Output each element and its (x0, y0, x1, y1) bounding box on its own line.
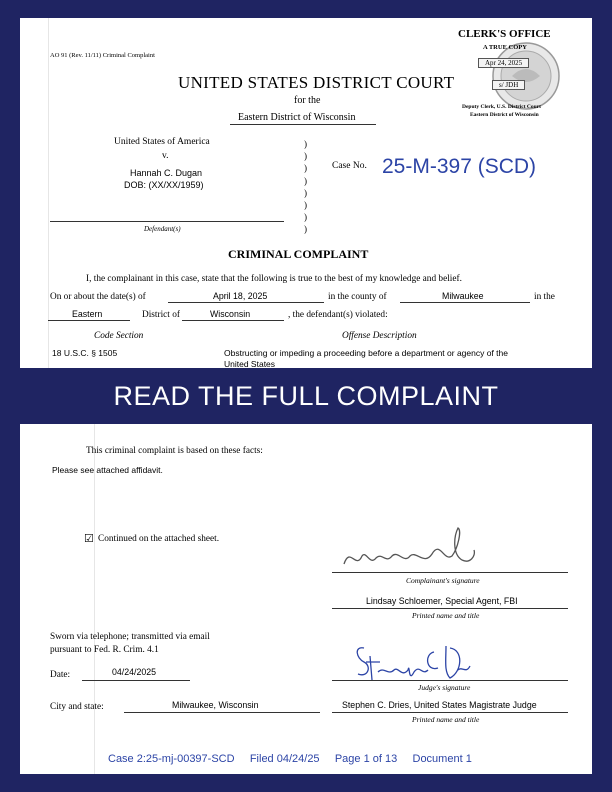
county-value: Milwaukee (442, 291, 484, 301)
on-about-label: On or about the date(s) of (50, 292, 146, 302)
complaint-heading: CRIMINAL COMPLAINT (228, 247, 369, 261)
offense-line-1: Obstructing or impeding a proceeding before a department or agency of the (224, 348, 508, 358)
margin-line (48, 18, 49, 368)
district-word: Eastern (72, 309, 103, 319)
court-title: UNITED STATES DISTRICT COURT (178, 73, 455, 92)
complainant-signature-label: Complainant's signature (406, 576, 480, 585)
complainant-name-line (332, 608, 568, 609)
complainant-signature-icon (336, 526, 486, 576)
seal-date: Apr 24, 2025 (478, 58, 529, 68)
printed-name-label-2: Printed name and title (412, 715, 480, 724)
margin-line (94, 424, 95, 774)
date-underline (168, 302, 324, 303)
printed-name-label: Printed name and title (412, 611, 480, 620)
true-copy-label: A TRUE COPY (483, 44, 527, 51)
caption-plaintiff: United States of America (114, 137, 210, 147)
continued-text: Continued on the attached sheet. (98, 534, 220, 544)
judge-name: Stephen C. Dries, United States Magistrate Judge (342, 700, 537, 710)
seal-deputy-line: Deputy Clerk, U.S. District Court (462, 104, 541, 110)
state-underline (182, 320, 284, 321)
case-no-label: Case No. (332, 161, 367, 171)
complaint-page-bottom (20, 424, 592, 774)
caption-underline (50, 221, 284, 222)
city-state-line (124, 712, 320, 713)
date-label: Date: (50, 670, 71, 680)
code-section-value: 18 U.S.C. § 1505 (52, 348, 118, 358)
district-underline (230, 124, 376, 125)
court-district: Eastern District of Wisconsin (238, 112, 356, 123)
caption-versus: v. (162, 151, 169, 161)
caption-brackets: ) ) ) ) ) ) ) ) (304, 139, 307, 235)
city-state-value: Milwaukee, Wisconsin (172, 700, 259, 710)
judge-signature-line (332, 680, 568, 681)
district-word-underline (48, 320, 130, 321)
case-number: 25-M-397 (SCD) (382, 155, 537, 178)
banner-text[interactable]: READ THE FULL COMPLAINT (113, 380, 499, 411)
violated-label: , the defendant(s) violated: (288, 310, 388, 320)
form-header: AO 91 (Rev. 11/11) Criminal Complaint (50, 52, 155, 59)
sworn-line-2: pursuant to Fed. R. Crim. 4.1 (50, 645, 159, 655)
in-the-label: in the (534, 292, 555, 302)
code-section-label: Code Section (94, 331, 144, 341)
complainant-name: Lindsay Schloemer, Special Agent, FBI (366, 596, 518, 606)
facts-intro: This criminal complaint is based on these facts: (86, 446, 263, 456)
complainant-signature-line (332, 572, 568, 573)
judge-name-line (332, 712, 568, 713)
read-full-complaint-banner[interactable] (0, 368, 612, 424)
date-value-line (82, 680, 190, 681)
clerks-office-label: CLERK'S OFFICE (458, 28, 551, 40)
sworn-line-1: Sworn via telephone; transmitted via email (50, 632, 210, 642)
in-county-label: in the county of (328, 292, 387, 302)
judge-signature-label: Judge's signature (418, 683, 471, 692)
state-value: Wisconsin (210, 309, 251, 319)
county-underline (400, 302, 530, 303)
complaint-page-top (20, 18, 592, 368)
seal-initials: s/ JDH (492, 80, 525, 90)
checkbox-icon: ☑ (84, 533, 94, 545)
city-state-label: City and state: (50, 702, 104, 712)
offense-line-2: United States (224, 359, 276, 368)
clerk-seal (456, 24, 592, 124)
offense-date: April 18, 2025 (213, 291, 268, 301)
seal-district-line: Eastern District of Wisconsin (470, 112, 539, 118)
defendant-label: Defendant(s) (144, 225, 181, 233)
complaint-intro: I, the complainant in this case, state that the following is true to the best of my knowledge and belief. (86, 274, 462, 284)
caption-dob: DOB: (XX/XX/1959) (124, 180, 204, 190)
affidavit-text: Please see attached affidavit. (52, 465, 163, 475)
caption-defendant: Hannah C. Dugan (130, 168, 203, 178)
date-value: 04/24/2025 (112, 667, 157, 677)
case-footer: Case 2:25-mj-00397-SCD Filed 04/24/25 Page 1 of 13 Document 1 (108, 753, 472, 765)
district-of-label: District of (142, 310, 180, 320)
court-for-the: for the (294, 95, 321, 106)
offense-description-label: Offense Description (342, 331, 417, 341)
